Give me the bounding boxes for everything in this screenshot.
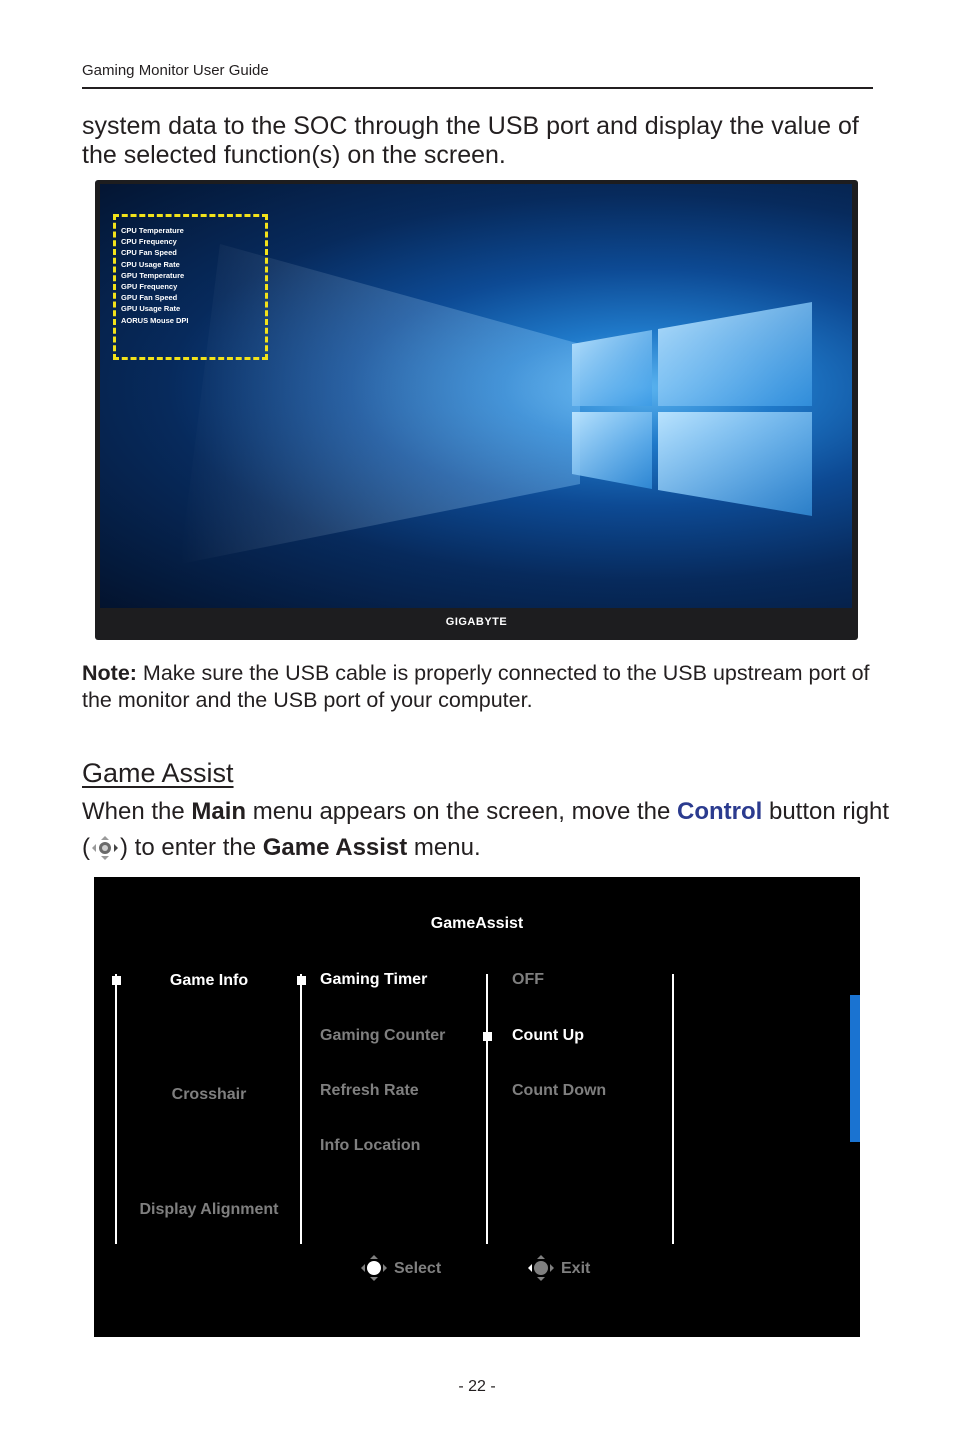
- monitor-illustration: [95, 180, 858, 640]
- submenu-item-info-location[interactable]: Info Location: [320, 1137, 421, 1154]
- osd-info-item: CPU Temperature: [121, 226, 184, 235]
- control-keyword: Control: [677, 798, 763, 825]
- intro-paragraph: system data to the SOC through the USB port and display the value of the selected function(s) on the screen.: [82, 112, 859, 169]
- osd-menu-title: GameAssist: [430, 915, 524, 932]
- scroll-accent-bar: [850, 995, 860, 1142]
- osd-info-item: GPU Frequency: [121, 282, 178, 292]
- osd-menu-panel: [94, 877, 860, 1337]
- note-text: Make sure the USB cable is properly connected to the USB upstream port of the monitor and the USB port of your computer.: [82, 661, 870, 712]
- osd-highlight-box: [113, 214, 268, 360]
- column-divider: [486, 974, 488, 1244]
- text-run: When the: [82, 798, 192, 825]
- menu-item-display-alignment[interactable]: Display Alignment: [139, 1201, 279, 1218]
- osd-info-item: GPU Fan Speed: [121, 293, 178, 303]
- monitor-screen: [100, 184, 852, 608]
- option-count-up[interactable]: Count Up: [512, 1027, 584, 1044]
- select-joystick-icon: [360, 1254, 388, 1282]
- column-divider: [672, 974, 674, 1244]
- note-label: Note:: [82, 661, 137, 685]
- text-run: button right (: [82, 798, 890, 861]
- control-right-icon: [90, 835, 120, 861]
- selection-marker: [483, 1032, 492, 1041]
- monitor-brand-logo: GIGABYTE: [445, 616, 508, 628]
- osd-info-list: [116, 217, 265, 326]
- menu-item-crosshair[interactable]: Crosshair: [171, 1086, 247, 1103]
- submenu-item-gaming-counter[interactable]: Gaming Counter: [320, 1027, 446, 1044]
- osd-info-item: CPU Usage Rate: [121, 259, 180, 269]
- header-rule: [82, 87, 873, 89]
- option-off[interactable]: OFF: [512, 971, 544, 988]
- section-title: Game Assist: [82, 758, 234, 788]
- note-paragraph: [82, 660, 882, 714]
- menu-item-game-info[interactable]: Game Info: [169, 972, 249, 989]
- main-keyword: Main: [191, 798, 247, 825]
- text-run: menu.: [407, 834, 481, 861]
- option-count-down[interactable]: Count Down: [512, 1082, 607, 1099]
- section-paragraph: [82, 794, 902, 866]
- osd-info-item: GPU Usage Rate: [121, 304, 181, 314]
- osd-info-item: GPU Temperature: [121, 270, 185, 280]
- select-label: Select: [394, 1260, 442, 1277]
- header-title: Gaming Monitor User Guide: [82, 62, 269, 79]
- text-run: ) to enter the: [120, 834, 263, 861]
- submenu-item-gaming-timer[interactable]: Gaming Timer: [320, 971, 428, 988]
- osd-info-item: CPU Fan Speed: [121, 248, 177, 258]
- exit-joystick-icon: [527, 1254, 555, 1282]
- submenu-item-refresh-rate[interactable]: Refresh Rate: [320, 1082, 419, 1099]
- text-run: menu appears on the screen, move the: [246, 798, 677, 825]
- osd-info-item: AORUS Mouse DPI: [121, 315, 189, 325]
- game-assist-keyword: Game Assist: [262, 834, 408, 861]
- exit-label: Exit: [561, 1260, 591, 1277]
- osd-info-item: CPU Frequency: [121, 237, 177, 247]
- page-number: - 22 -: [458, 1378, 496, 1395]
